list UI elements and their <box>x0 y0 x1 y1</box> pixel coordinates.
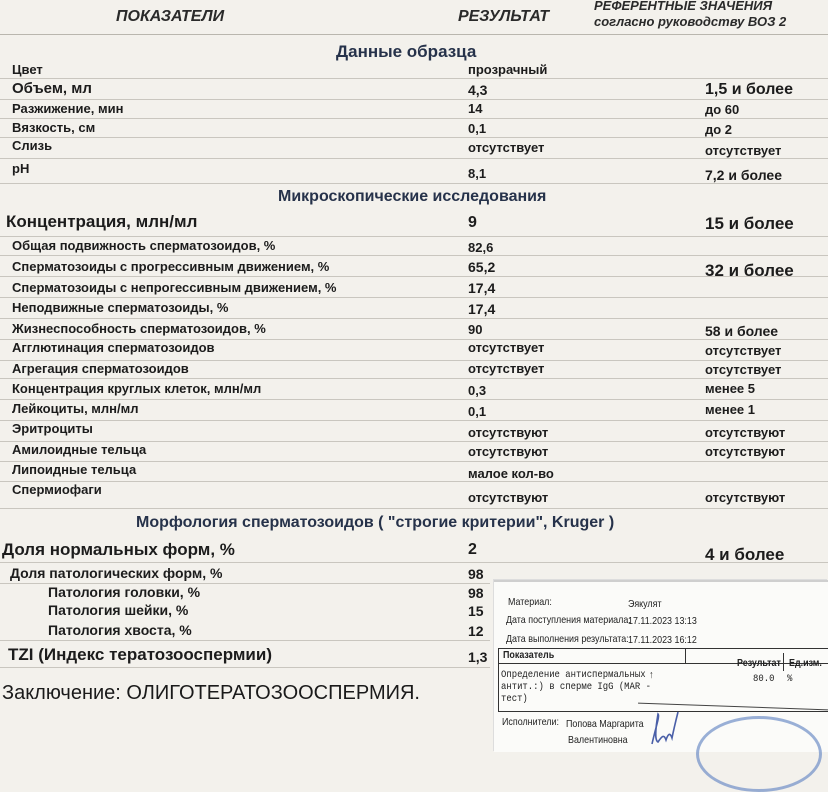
completed-label: Дата выполнения результата: <box>506 633 629 645</box>
row-reference: 32 и более <box>705 261 794 280</box>
row-label: Сперматозоиды с прогрессивным движением, % <box>12 259 330 274</box>
row-result: отсутствует <box>468 361 545 376</box>
row-result: отсутствуют <box>468 425 549 440</box>
table-row <box>0 319 828 340</box>
conclusion: Заключение: ОЛИГОТЕРАТОЗООСПЕРМИЯ. <box>2 682 420 704</box>
table-row <box>0 620 490 641</box>
header-indicators: ПОКАЗАТЕЛИ <box>116 8 225 25</box>
table-row <box>0 138 828 159</box>
table-row <box>0 277 828 298</box>
table-row <box>0 208 828 237</box>
row-reference: 4 и более <box>705 545 785 564</box>
row-reference: 15 и более <box>705 214 794 233</box>
material-label: Материал: <box>508 596 552 608</box>
row-result: 90 <box>468 322 483 337</box>
row-reference: 58 и более <box>705 323 779 339</box>
row-label: Разжижение, мин <box>12 101 124 116</box>
row-result: отсутствует <box>468 340 545 355</box>
table-row <box>0 298 828 319</box>
received-value: 17.11.2023 13:13 <box>628 615 697 627</box>
completed-value: 17.11.2023 16:12 <box>628 634 697 646</box>
table-row <box>0 482 828 509</box>
material-value: Эякулят <box>628 598 662 610</box>
table-row <box>0 442 828 462</box>
row-result: 82,6 <box>468 240 494 255</box>
row-reference: отсутствуют <box>705 444 786 459</box>
table-row <box>0 361 828 379</box>
row-result: 12 <box>468 623 484 639</box>
table-row <box>0 538 828 563</box>
mar-col-indicator: Показатель <box>503 649 555 661</box>
row-label: Липоидные тельца <box>12 462 137 477</box>
row-result: 17,4 <box>468 301 496 317</box>
row-label: TZI (Индекс тератозооспермии) <box>8 645 272 664</box>
section-title-morphology: Морфология сперматозоидов ( "строгие критерии", Kruger ) <box>136 514 615 531</box>
table-row <box>0 641 490 668</box>
row-reference: менее 1 <box>705 402 756 417</box>
row-label: Амилоидные тельца <box>12 442 147 457</box>
mar-result-table <box>498 648 828 712</box>
row-label: Агрегация сперматозоидов <box>12 361 189 376</box>
row-reference: 1,5 и более <box>705 81 793 98</box>
mar-col-result: Результат <box>737 657 781 669</box>
row-label: Доля патологических форм, % <box>10 565 223 581</box>
row-label: Патология головки, % <box>48 584 201 600</box>
row-result: 9 <box>468 214 477 231</box>
row-reference: до 60 <box>705 102 740 117</box>
row-label: Эритроциты <box>12 421 93 436</box>
table-row <box>0 584 490 600</box>
mar-col-unit: Ед.изм. <box>789 657 822 669</box>
row-reference: отсутствует <box>705 143 782 158</box>
row-result: 8,1 <box>468 166 487 181</box>
mar-row-name-2: антит.:) в сперме IgG (MAR - <box>501 681 651 693</box>
row-label: Слизь <box>12 138 53 153</box>
table-row <box>0 421 828 442</box>
table-row <box>0 100 828 119</box>
row-result: 65,2 <box>468 259 496 275</box>
mar-col-divider <box>783 653 784 671</box>
row-reference: 7,2 и более <box>705 167 782 183</box>
row-result: отсутствует <box>468 140 545 155</box>
row-result: прозрачный <box>468 62 548 77</box>
row-label: Вязкость, см <box>12 120 96 135</box>
table-row <box>0 563 490 584</box>
row-label: Сперматозоиды с непрогессивным движением, % <box>12 280 337 295</box>
row-label: Лейкоциты, млн/мл <box>12 401 139 416</box>
slip-top-edge <box>494 580 828 582</box>
row-reference: менее 5 <box>705 381 756 396</box>
row-result: 0,1 <box>468 121 487 136</box>
row-result: 98 <box>468 566 484 582</box>
row-result: отсутствуют <box>468 444 549 459</box>
row-reference: отсутствуют <box>705 425 786 440</box>
table-row <box>0 379 828 400</box>
mar-row-name-3: тест) <box>501 693 528 705</box>
row-result: 1,3 <box>468 649 488 665</box>
row-result: 4,3 <box>468 82 488 98</box>
row-label: Патология хвоста, % <box>48 622 192 638</box>
performer-name-2: Валентиновна <box>568 734 628 746</box>
mar-row-result: 80.0 <box>753 673 775 685</box>
header-divider <box>0 34 828 35</box>
table-row <box>0 79 828 100</box>
table-row <box>0 62 828 79</box>
row-label: Агглютинация сперматозоидов <box>12 340 215 355</box>
table-row <box>0 237 828 256</box>
row-label: Общая подвижность сперматозоидов, % <box>12 238 276 253</box>
row-result: 15 <box>468 603 484 619</box>
row-label: Патология шейки, % <box>48 602 189 618</box>
table-row <box>0 159 828 184</box>
stamp-icon <box>696 716 822 792</box>
row-label: Концентрация круглых клеток, млн/мл <box>12 381 262 396</box>
row-result: 2 <box>468 541 477 558</box>
signature-icon <box>646 706 686 750</box>
table-row <box>0 256 828 280</box>
row-reference: до 2 <box>705 122 733 137</box>
row-result: 0,3 <box>468 383 487 398</box>
row-label: pH <box>12 161 30 176</box>
row-label: Объем, мл <box>12 80 92 97</box>
row-label: Жизнеспособность сперматозоидов, % <box>12 321 266 336</box>
arrow-up-icon: ↑ <box>649 669 654 681</box>
row-label: Концентрация, млн/мл <box>6 212 198 231</box>
mar-col-divider <box>685 649 686 663</box>
table-row <box>0 340 828 361</box>
table-row <box>0 400 828 421</box>
row-reference: отсутствует <box>705 362 782 377</box>
row-reference: отсутствуют <box>705 490 786 505</box>
section-title-microscopy: Микроскопические исследования <box>278 188 547 205</box>
performer-name-1: Попова Маргарита <box>566 718 644 730</box>
row-result: 0,1 <box>468 404 487 419</box>
row-reference: отсутствует <box>705 343 782 358</box>
section-title-sample: Данные образца <box>336 42 477 61</box>
received-label: Дата поступления материала: <box>506 614 631 626</box>
header-result: РЕЗУЛЬТАТ <box>458 8 550 25</box>
mar-row-unit: % <box>787 673 793 685</box>
table-row <box>0 462 828 482</box>
header-reference-line1: РЕФЕРЕНТНЫЕ ЗНАЧЕНИЯ <box>594 0 773 13</box>
row-label: Доля нормальных форм, % <box>2 540 235 559</box>
row-result: 17,4 <box>468 280 496 296</box>
row-result: малое кол-во <box>468 466 554 481</box>
table-row <box>0 119 828 138</box>
row-result: отсутствуют <box>468 490 549 505</box>
row-label: Неподвижные сперматозоиды, % <box>12 300 229 315</box>
performer-label: Исполнители: <box>502 716 559 728</box>
row-result: 98 <box>468 585 484 601</box>
row-result: 14 <box>468 101 483 116</box>
row-label: Спермиофаги <box>12 482 102 497</box>
header-reference-line2: согласно руководству ВОЗ 2 <box>594 14 787 29</box>
table-row <box>0 602 490 618</box>
mar-row-name-1: Определение антиспермальных <box>501 669 646 681</box>
row-label: Цвет <box>12 62 43 77</box>
